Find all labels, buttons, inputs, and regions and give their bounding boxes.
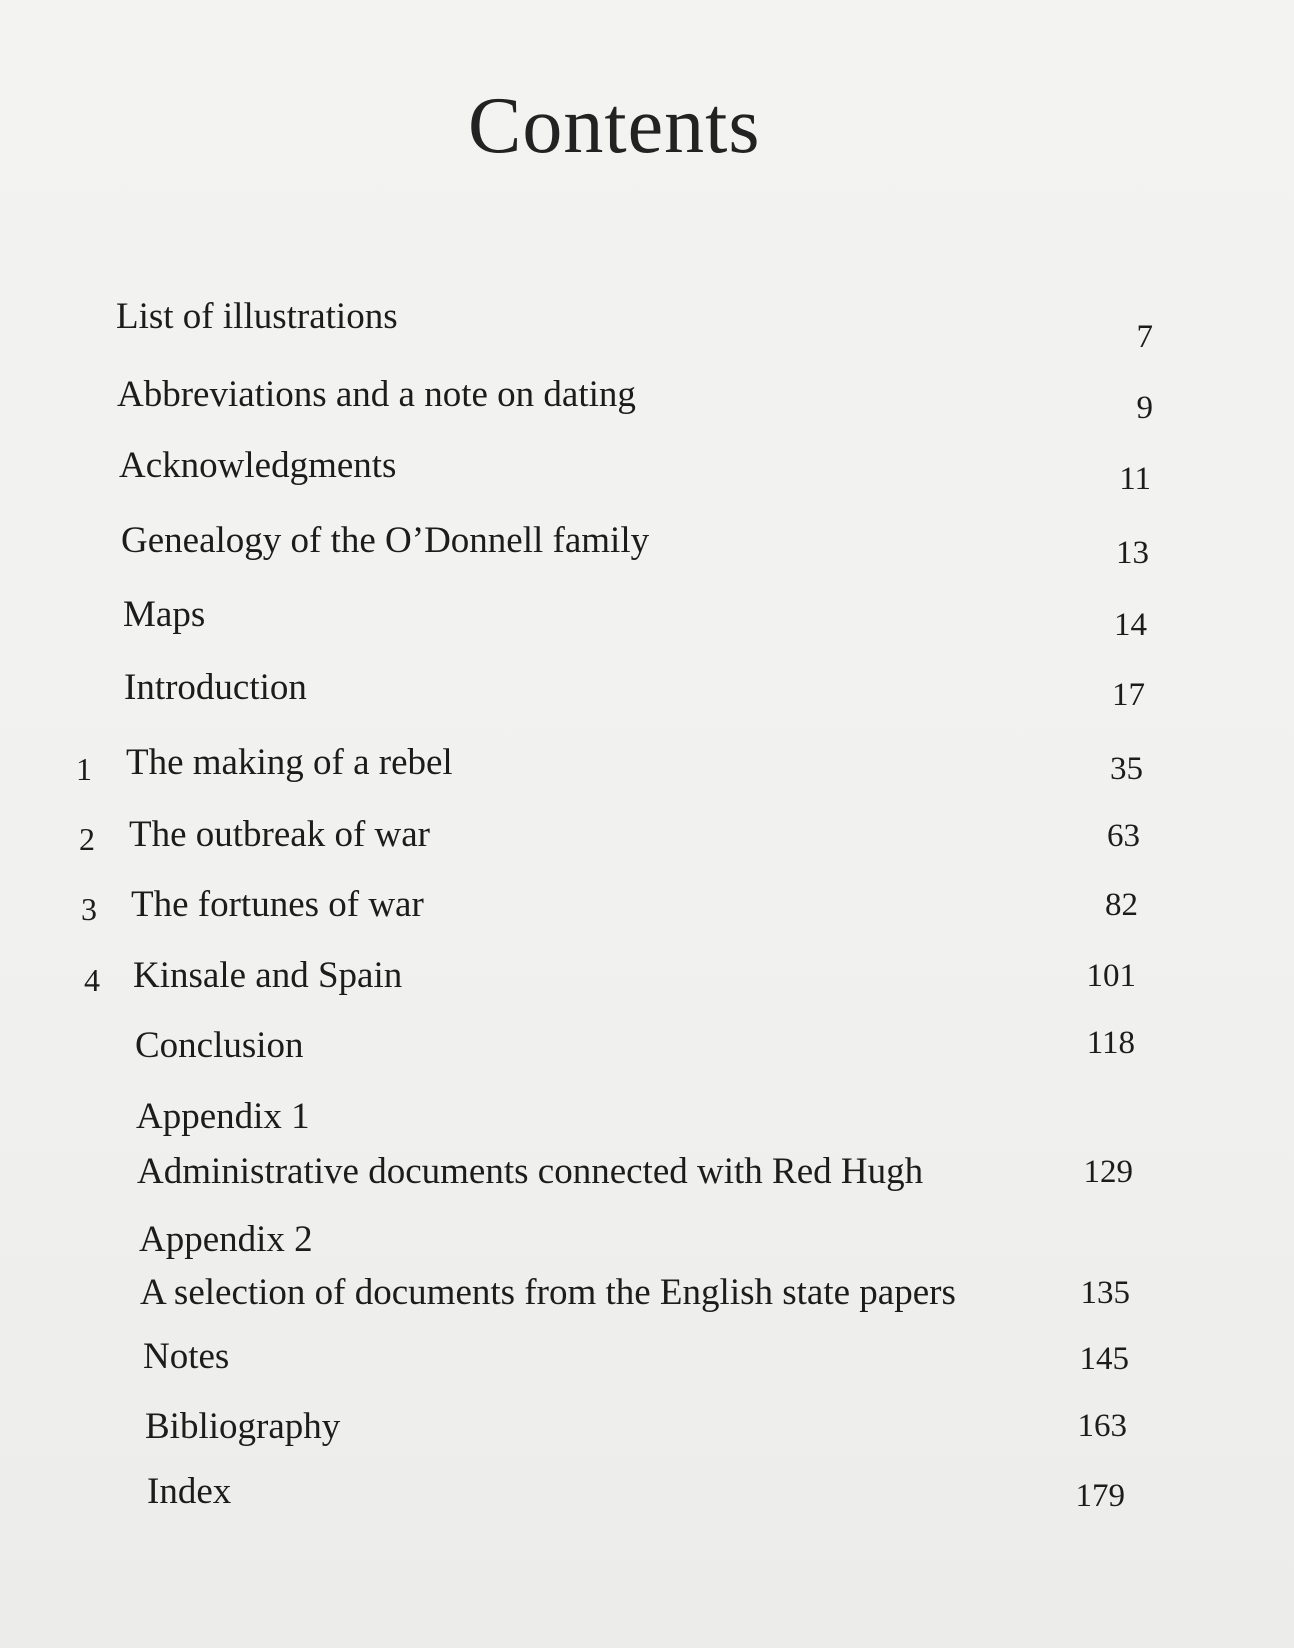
page-title: Contents	[468, 82, 761, 170]
chapter-number: 2	[79, 821, 95, 857]
toc-entry-page: 11	[1119, 461, 1151, 497]
toc-entry-page: 163	[1077, 1408, 1127, 1444]
chapter-number: 1	[76, 751, 92, 787]
toc-entry-page: 129	[1083, 1154, 1133, 1190]
toc-entry-title: Abbreviations and a note on dating	[117, 374, 636, 415]
toc-entry-title: Acknowledgments	[119, 445, 397, 486]
toc-entry-title: The outbreak of war	[129, 814, 431, 855]
toc-entry-page: 14	[1114, 607, 1147, 643]
toc-entry-title: Conclusion	[135, 1025, 304, 1066]
toc-entry-title: List of illustrations	[116, 296, 398, 337]
toc-entry-page: 82	[1105, 887, 1138, 923]
toc-entry-page: 145	[1079, 1341, 1129, 1377]
toc-entry-title: The fortunes of war	[131, 884, 424, 925]
toc-entry-page: 17	[1112, 677, 1145, 713]
toc-entry-page: 7	[1136, 319, 1153, 355]
toc-entry-page: 63	[1107, 818, 1140, 854]
toc-entry-title: Bibliography	[145, 1406, 341, 1447]
toc-entry-title: The making of a rebel	[126, 742, 453, 783]
chapter-number: 4	[84, 962, 100, 998]
toc-entry-page: 35	[1110, 751, 1143, 787]
toc-entry-page: 135	[1080, 1275, 1130, 1311]
toc-entry-subtitle: Administrative documents connected with Red Hugh	[137, 1151, 924, 1192]
toc-entry-page: 118	[1086, 1025, 1135, 1061]
toc-entry-page: 179	[1075, 1478, 1125, 1514]
toc-entry-title: Maps	[123, 594, 206, 635]
toc-entry-title: Genealogy of the O’Donnell family	[121, 520, 650, 561]
chapter-number: 3	[81, 891, 97, 927]
toc-entry-title: Kinsale and Spain	[133, 955, 403, 996]
toc-entry-title: Appendix 2	[139, 1219, 313, 1260]
toc-entry-page: 13	[1116, 535, 1149, 571]
toc-entry-page: 101	[1086, 958, 1136, 994]
toc-entry-title: Appendix 1	[136, 1096, 310, 1137]
toc-entry-title: Index	[147, 1471, 232, 1512]
toc-entry-title: Introduction	[124, 667, 307, 708]
toc-entry-subtitle: A selection of documents from the English state papers	[140, 1272, 956, 1313]
toc-entry-page: 9	[1136, 390, 1153, 426]
toc-entry-title: Notes	[143, 1336, 230, 1377]
